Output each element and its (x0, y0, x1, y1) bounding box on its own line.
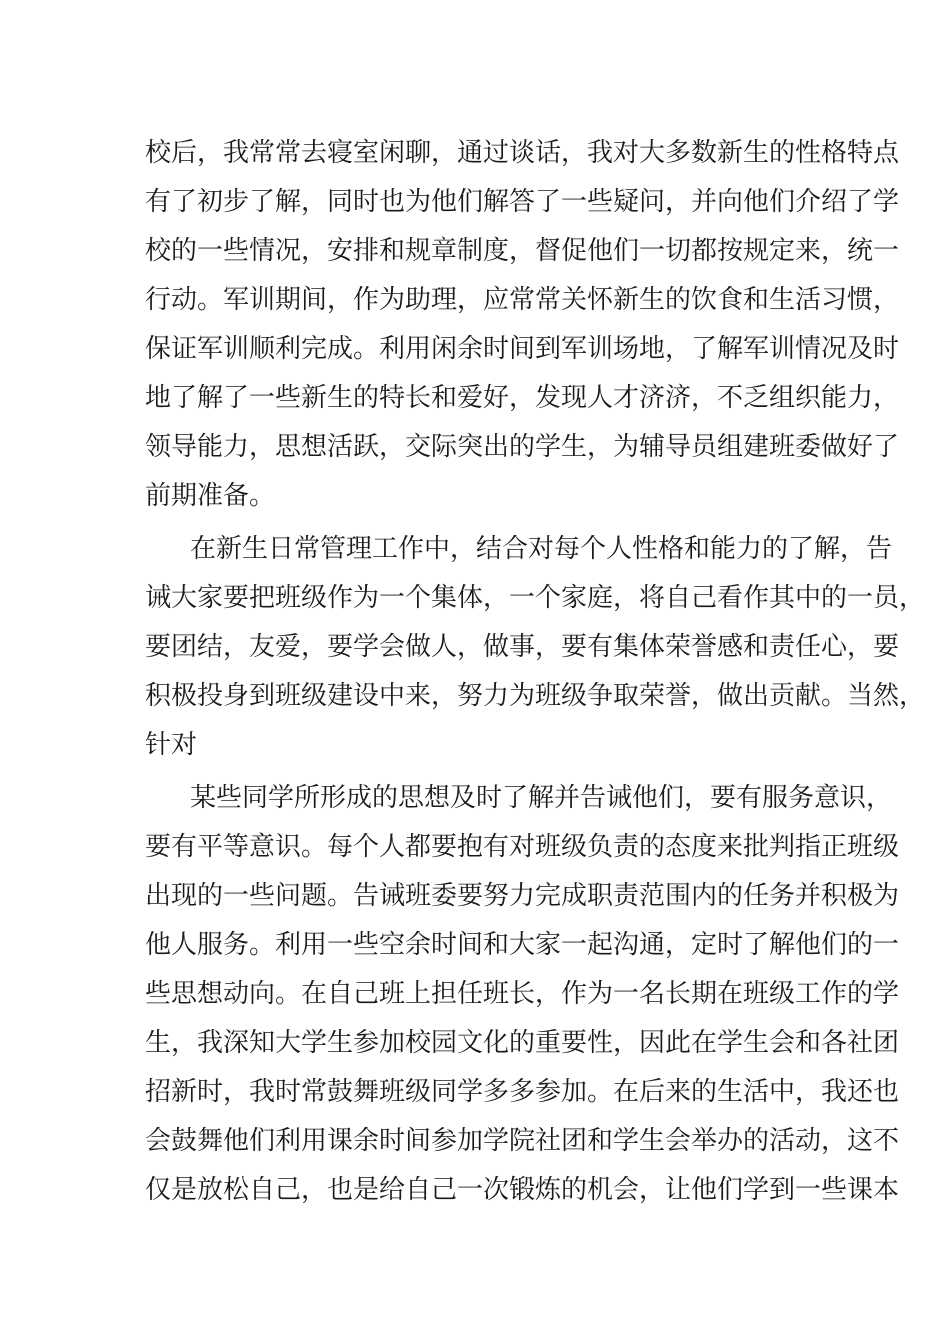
text-line: 招新时，我时常鼓舞班级同学多多参加。在后来的生活中，我还也 (145, 1077, 900, 1107)
text-line: 出现的一些问题。告诫班委要努力完成职责范围内的任务并积极为 (145, 881, 900, 911)
text-line: 积极投身到班级建设中来，努力为班级争取荣誉，做出贡献。当然， (145, 681, 926, 711)
text-line: 诫大家要把班级作为一个集体，一个家庭，将自己看作其中的一员， (145, 583, 926, 613)
text-line: 领导能力，思想活跃，交际突出的学生，为辅导员组建班委做好了 (145, 432, 900, 462)
text-line: 要团结，友爱，要学会做人，做事，要有集体荣誉感和责任心，要 (145, 632, 900, 662)
text-line: 前期准备。 (145, 481, 276, 511)
text-line: 校的一些情况，安排和规章制度，督促他们一切都按规定来，统一 (145, 236, 900, 266)
text-line: 他人服务。利用一些空余时间和大家一起沟通，定时了解他们的一 (145, 930, 900, 960)
text-line: 校后，我常常去寝室闲聊，通过谈话，我对大多数新生的性格特点 (145, 138, 900, 168)
text-line: 会鼓舞他们利用课余时间参加学院社团和学生会举办的活动，这不 (145, 1126, 900, 1156)
text-line: 仅是放松自己，也是给自己一次锻炼的机会，让他们学到一些课本 (145, 1175, 900, 1205)
text-line: 要有平等意识。每个人都要抱有对班级负责的态度来批判指正班级 (145, 832, 900, 862)
text-line: 在新生日常管理工作中，结合对每个人性格和能力的了解，告 (190, 534, 893, 564)
text-line: 有了初步了解，同时也为他们解答了一些疑问，并向他们介绍了学 (145, 187, 900, 217)
text-line: 某些同学所形成的思想及时了解并告诫他们，要有服务意识， (190, 783, 893, 813)
text-line: 地了解了一些新生的特长和爱好，发现人才济济，不乏组织能力， (145, 383, 900, 413)
text-line: 针对 (145, 730, 198, 760)
text-line: 生，我深知大学生参加校园文化的重要性，因此在学生会和各社团 (145, 1028, 900, 1058)
text-line: 行动。军训期间，作为助理，应常常关怀新生的饮食和生活习惯， (145, 285, 900, 315)
text-line: 保证军训顺利完成。利用闲余时间到军训场地，了解军训情况及时 (145, 334, 900, 364)
text-line: 些思想动向。在自己班上担任班长，作为一名长期在班级工作的学 (145, 979, 900, 1009)
